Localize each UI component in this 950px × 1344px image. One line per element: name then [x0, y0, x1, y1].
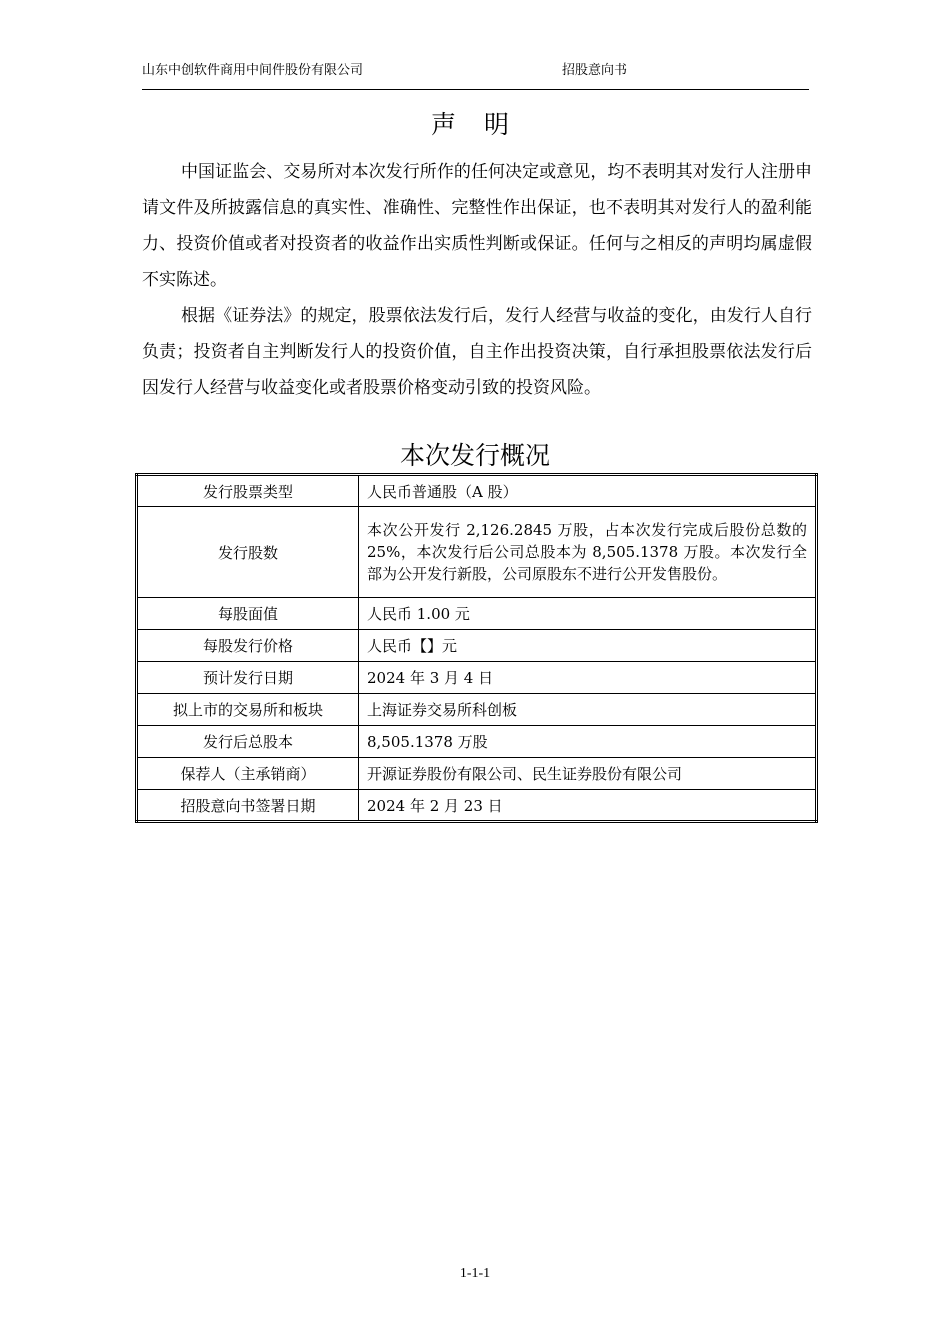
page-header — [142, 57, 809, 90]
page-number: 1-1-1 — [459, 1266, 491, 1281]
row-value-issue-price: 人民币【】元 — [359, 630, 817, 662]
table-row — [137, 758, 817, 790]
row-label-total-shares: 发行后总股本 — [137, 726, 359, 758]
row-value-share-count: 本次公开发行 2,126.2845 万股，占本次发行完成后股份总数的 25%，本次发行后公司总股本为 8,505.1378 万股。本次发行全部为公开发行新股，公司原股东不进行公开发售股份。 — [359, 507, 817, 598]
table-row — [137, 726, 817, 758]
header-company-name: 山东中创软件商用中间件股份有限公司 — [142, 63, 364, 78]
row-value-exchange-board: 上海证券交易所科创板 — [359, 694, 817, 726]
row-value-total-shares: 8,505.1378 万股 — [359, 726, 817, 758]
row-label-par-value: 每股面值 — [137, 598, 359, 630]
row-value-share-type: 人民币普通股（A 股） — [359, 475, 817, 507]
row-value-sponsor: 开源证券股份有限公司、民生证券股份有限公司 — [359, 758, 817, 790]
table-row — [137, 598, 817, 630]
row-label-exchange-board: 拟上市的交易所和板块 — [137, 694, 359, 726]
row-label-issue-price: 每股发行价格 — [137, 630, 359, 662]
table-row — [137, 475, 817, 507]
row-label-signing-date: 招股意向书签署日期 — [137, 790, 359, 822]
statement-paragraph-2: 根据《证券法》的规定，股票依法发行后，发行人经营与收益的变化，由发行人自行负责；投资者自主判断发行人的投资价值，自主作出投资决策，自行承担股票依法发行后因发行人经营与收益变化或者股票价格变动引致的投资风险。 — [142, 306, 812, 398]
table-row — [137, 694, 817, 726]
statement-title: 声 明 — [431, 110, 519, 139]
row-label-share-type: 发行股票类型 — [137, 475, 359, 507]
offering-summary-table — [135, 473, 818, 823]
table-row — [137, 662, 817, 694]
row-value-par-value: 人民币 1.00 元 — [359, 598, 817, 630]
table-row — [137, 790, 817, 822]
header-document-type: 招股意向书 — [562, 63, 628, 78]
offering-summary-title: 本次发行概况 — [399, 441, 550, 470]
table-row — [137, 507, 817, 598]
row-label-sponsor: 保荐人（主承销商） — [137, 758, 359, 790]
statement-paragraph-1: 中国证监会、交易所对本次发行所作的任何决定或意见，均不表明其对发行人注册申请文件及所披露信息的真实性、准确性、完整性作出保证，也不表明其对发行人的盈利能力、投资价值或者对投资者的收益作出实质性判断或保证。任何与之相反的声明均属虚假不实陈述。 — [142, 162, 812, 290]
row-value-signing-date: 2024 年 2 月 23 日 — [359, 790, 817, 822]
row-label-share-count: 发行股数 — [137, 507, 359, 598]
table-row — [137, 630, 817, 662]
row-label-issue-date: 预计发行日期 — [137, 662, 359, 694]
row-value-issue-date: 2024 年 3 月 4 日 — [359, 662, 817, 694]
